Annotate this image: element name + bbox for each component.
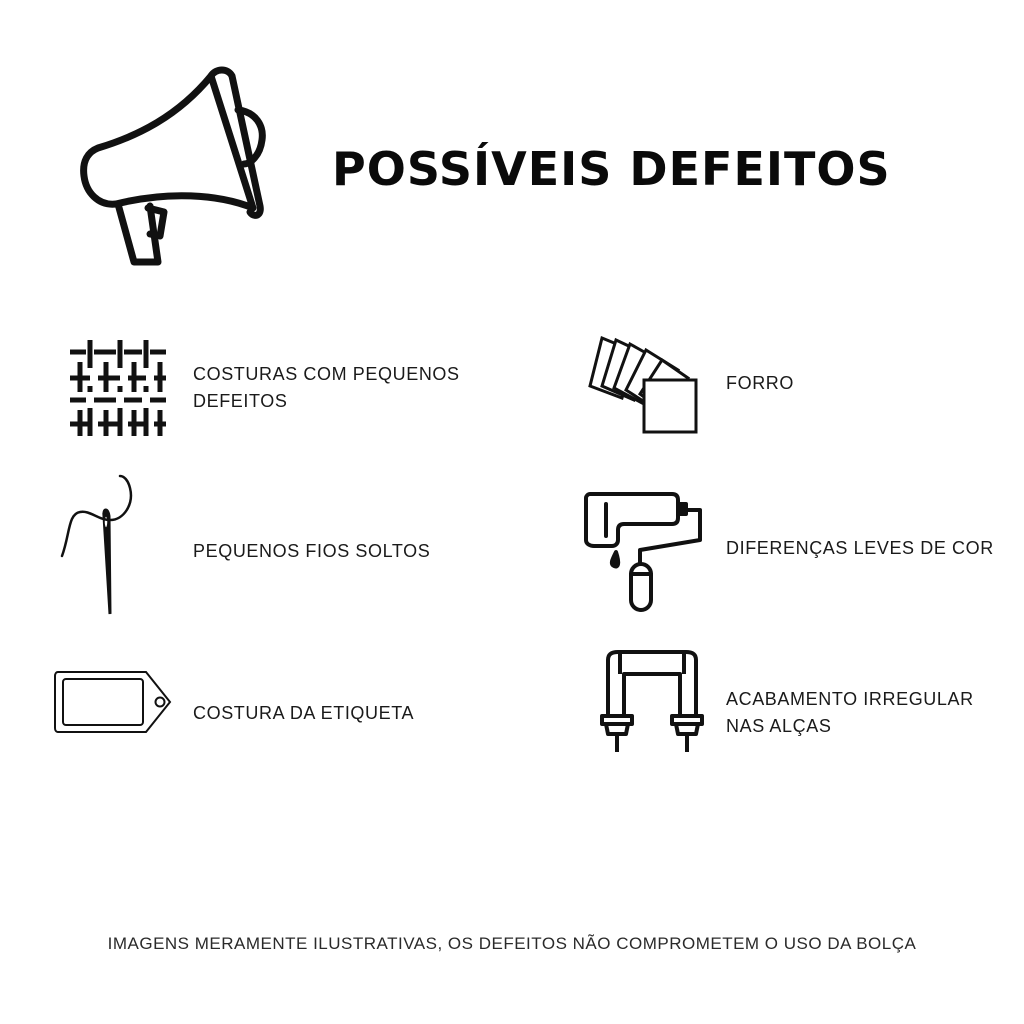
defect-label: DIFERENÇAS LEVES DE COR [726,538,994,558]
paint-roller-icon [584,490,706,614]
defect-label: COSTURAS COM PEQUENOS DEFEITOS [193,364,460,411]
defect-label: ACABAMENTO IRREGULAR NAS ALÇAS [726,689,974,736]
label-tag-icon [54,670,174,736]
woven-fabric-icon [68,338,168,438]
bag-straps-icon [598,650,706,756]
page-title: POSSÍVEIS DEFEITOS [332,142,891,196]
defect-label: FORRO [726,373,794,393]
defect-label: PEQUENOS FIOS SOLTOS [193,541,431,561]
disclaimer-text: IMAGENS MERAMENTE ILUSTRATIVAS, OS DEFEITOS NÃO COMPROMETEM O USO DA BOLÇA [107,934,917,953]
fabric-swatches-icon [588,334,703,436]
megaphone-icon [78,66,268,266]
defect-label: COSTURA DA ETIQUETA [193,703,415,723]
needle-thread-icon [58,474,148,624]
